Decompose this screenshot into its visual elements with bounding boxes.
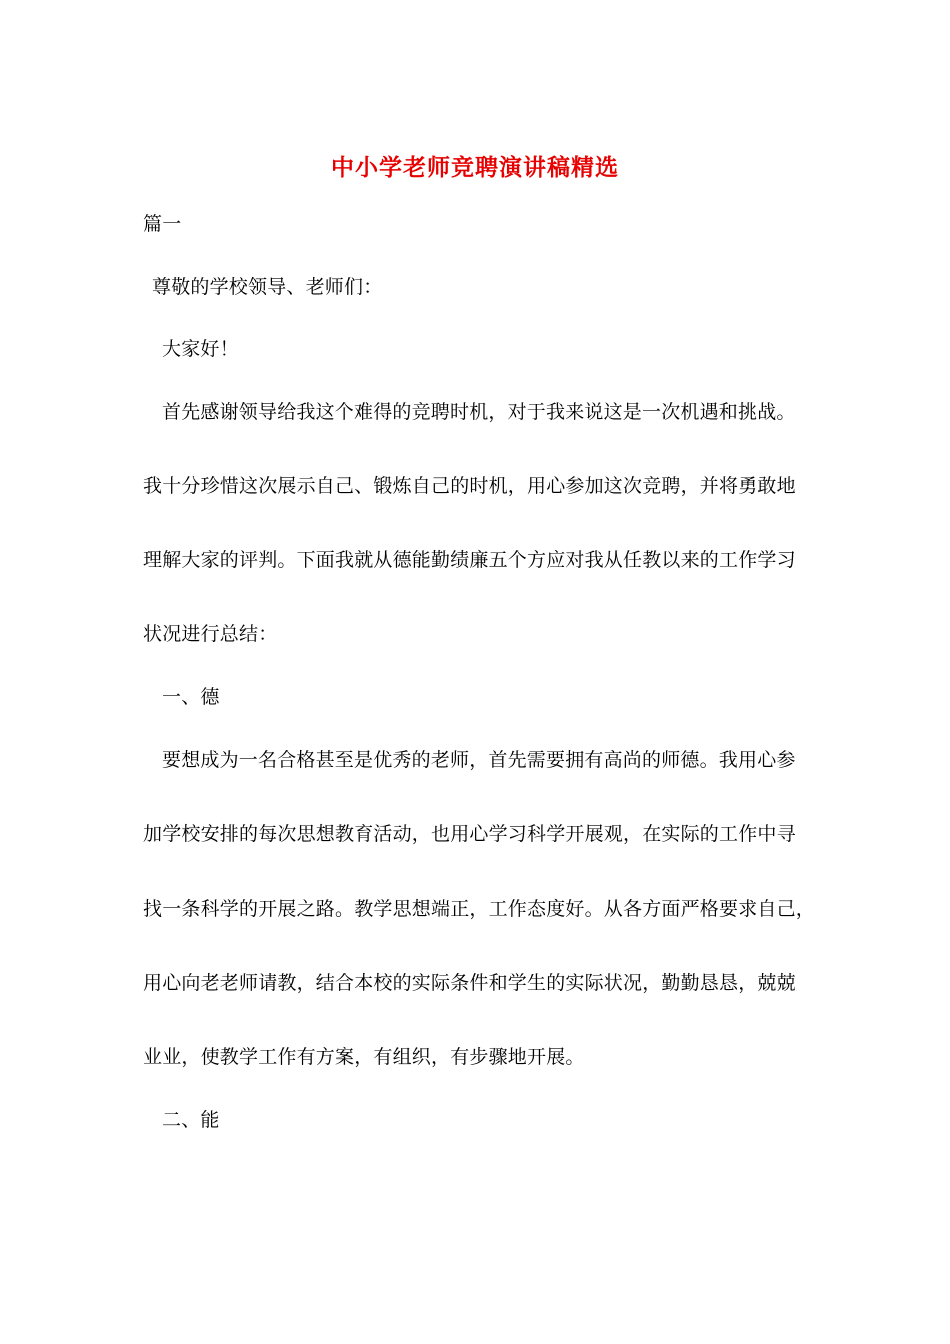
section-heading-neng: 二、能 — [162, 1109, 220, 1131]
section-heading-pian-yi: 篇一 — [143, 213, 182, 235]
paragraph-line: 用心向老老师请教，结合本校的实际条件和学生的实际状况，勤勤恳恳，兢兢 — [143, 972, 796, 994]
paragraph-line: 理解大家的评判。下面我就从德能勤绩廉五个方应对我从任教以来的工作学习 — [143, 549, 796, 571]
paragraph-line: 首先感谢领导给我这个难得的竞聘时机，对于我来说这是一次机遇和挑战。 — [162, 401, 796, 423]
paragraph-line: 找一条科学的开展之路。教学思想端正，工作态度好。从各方面严格要求自己， — [143, 898, 816, 920]
paragraph-line: 我十分珍惜这次展示自己、锻炼自己的时机，用心参加这次竞聘，并将勇敢地 — [143, 475, 796, 497]
paragraph-line: 要想成为一名合格甚至是优秀的老师，首先需要拥有高尚的师德。我用心参 — [162, 749, 796, 771]
section-heading-de: 一、德 — [162, 686, 220, 708]
paragraph-line: 状况进行总结： — [143, 623, 278, 645]
paragraph-line: 业业，使教学工作有方案，有组织，有步骤地开展。 — [143, 1046, 585, 1068]
salutation: 尊敬的学校领导、老师们： — [152, 276, 383, 298]
paragraph-line: 加学校安排的每次思想教育活动，也用心学习科学开展观，在实际的工作中寻 — [143, 823, 796, 845]
document-title: 中小学老师竞聘演讲稿精选 — [331, 154, 619, 181]
greeting: 大家好！ — [162, 338, 239, 360]
